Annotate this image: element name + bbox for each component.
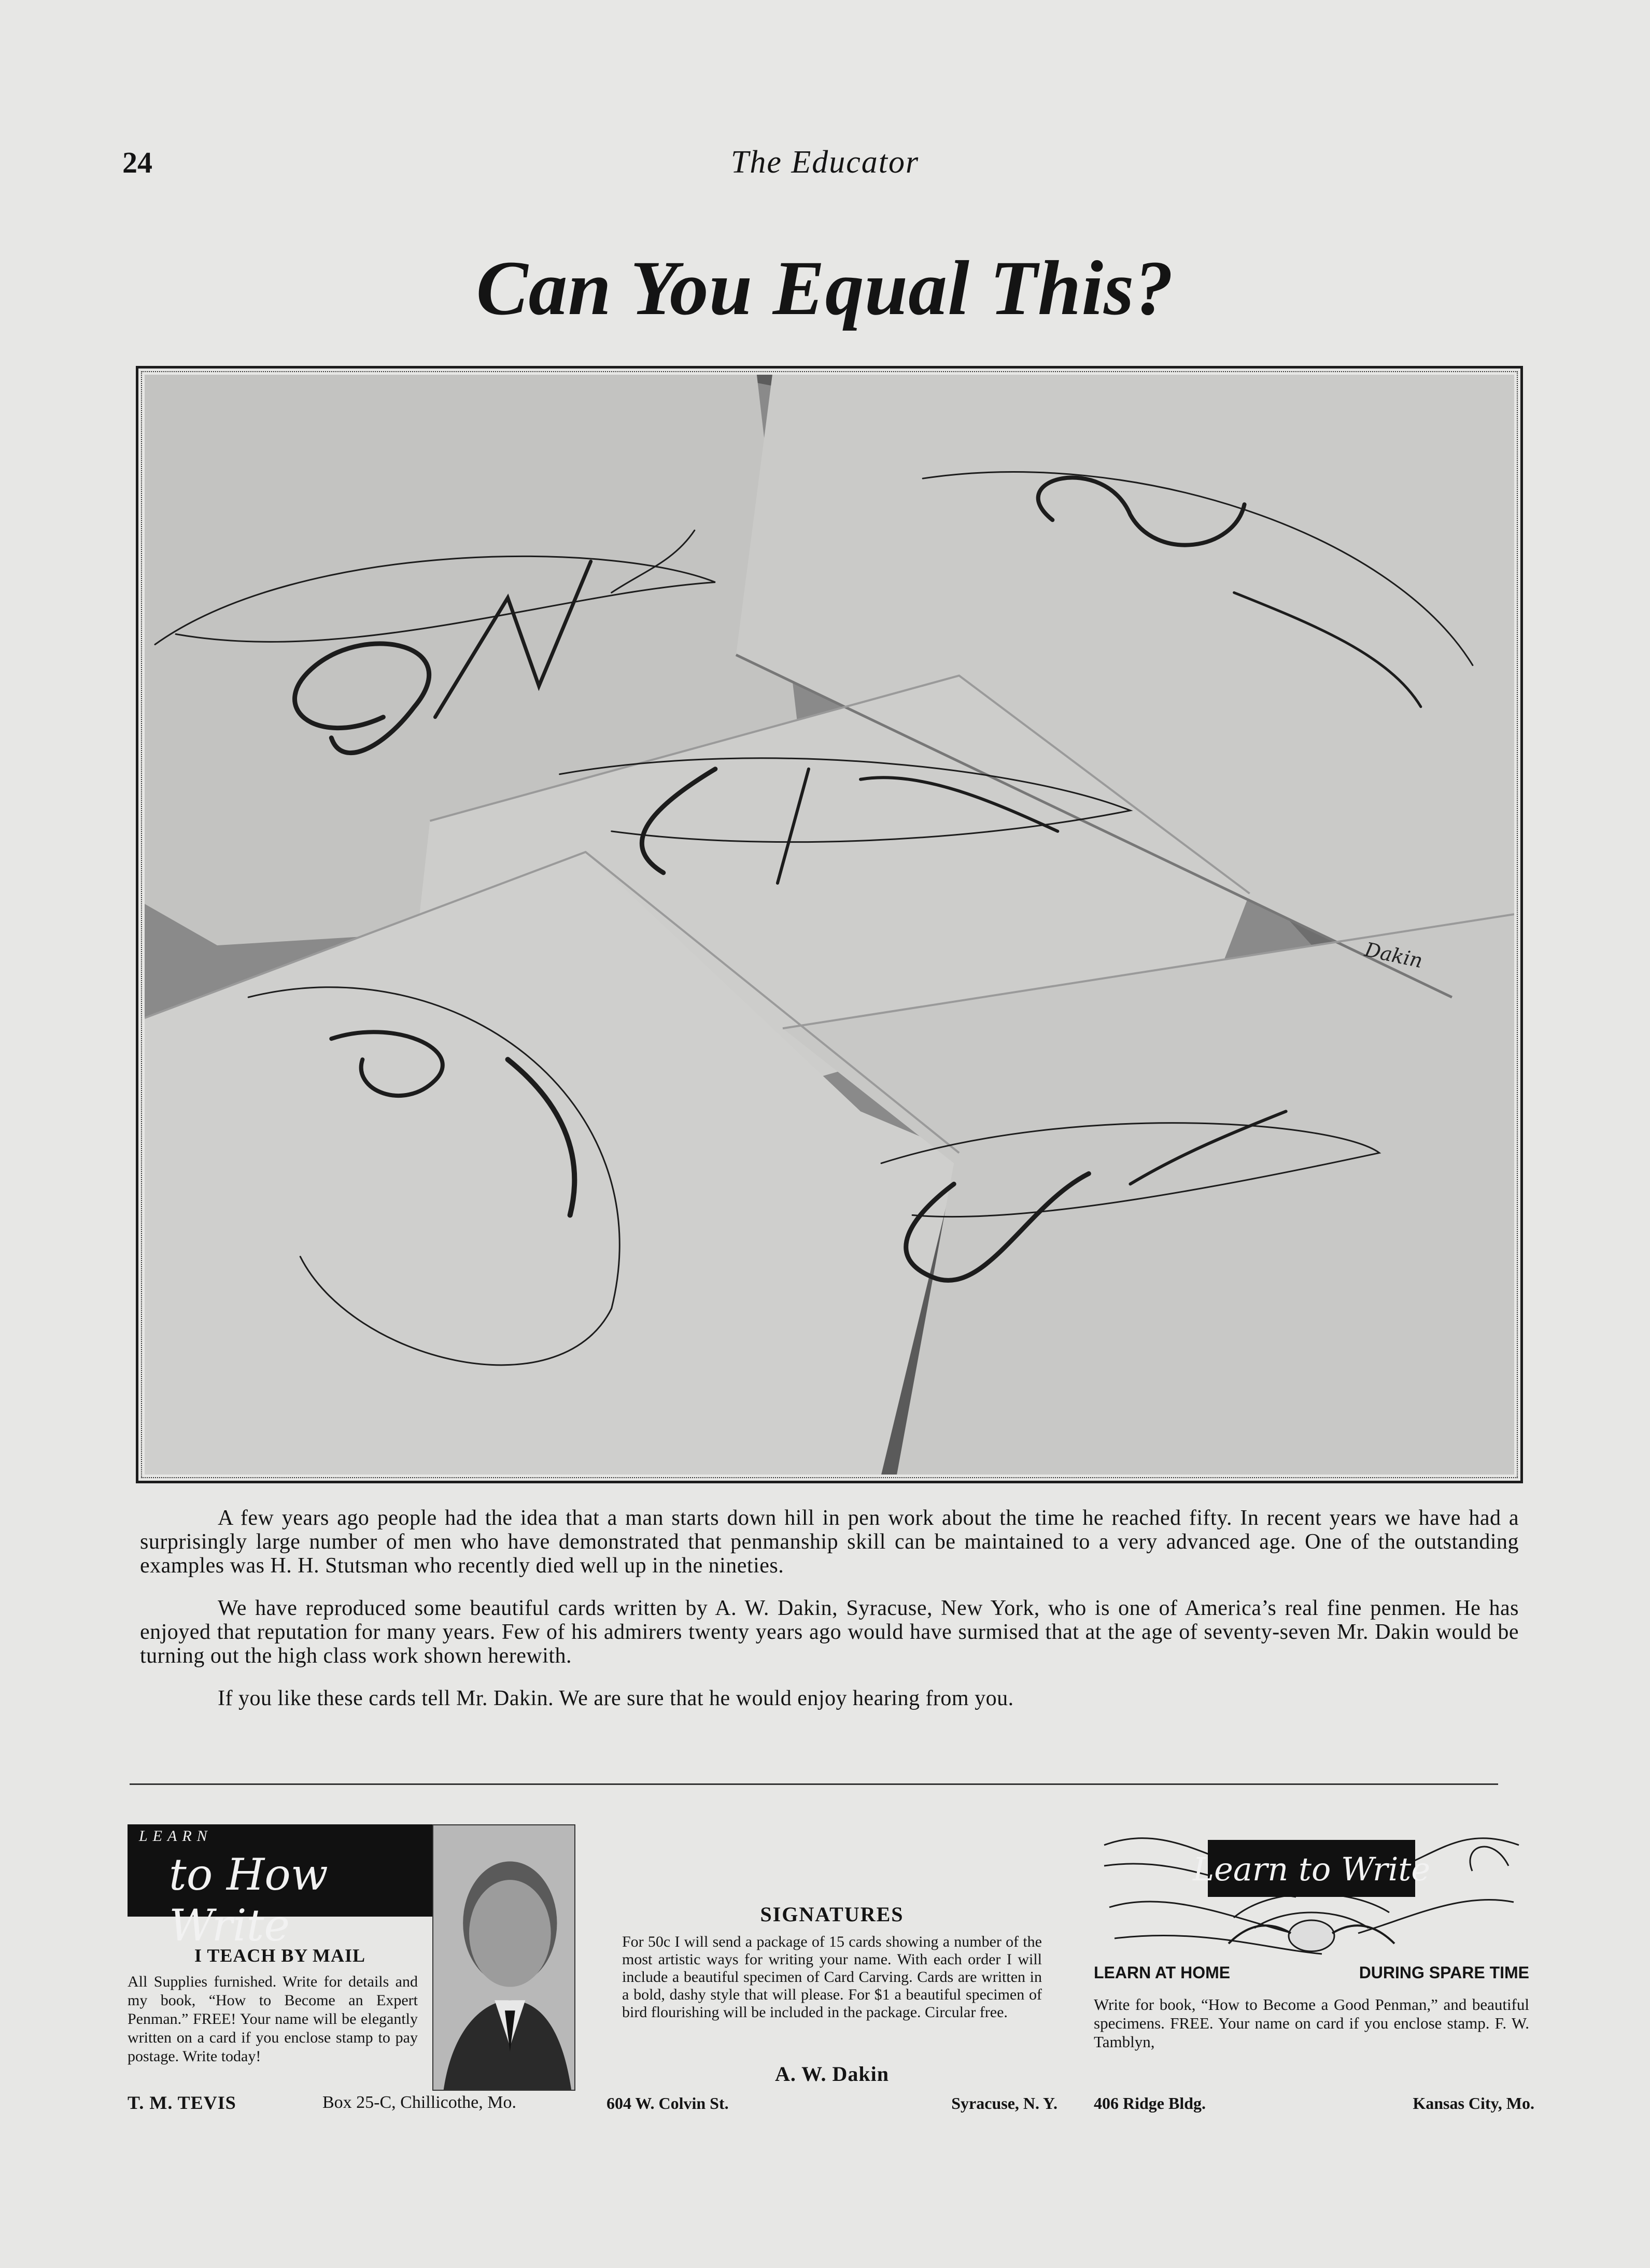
banner-small-text: LEARN bbox=[139, 1827, 213, 1845]
photo-frame bbox=[136, 366, 1523, 1483]
tevis-address: Box 25-C, Chillicothe, Mo. bbox=[322, 2093, 516, 2112]
running-head: The Educator bbox=[730, 145, 920, 180]
tamblyn-banner-script: Learn to Write bbox=[1192, 1850, 1431, 1888]
section-divider bbox=[130, 1783, 1498, 1785]
tevis-advertisement bbox=[128, 1824, 575, 2120]
dakin-street: 604 W. Colvin St. bbox=[607, 2094, 729, 2113]
dakin-name: A. W. Dakin bbox=[775, 2062, 889, 2086]
tamblyn-city: Kansas City, Mo. bbox=[1413, 2094, 1534, 2113]
dakin-city: Syracuse, N. Y. bbox=[951, 2094, 1057, 2113]
article-paragraph: If you like these cards tell Mr. Dakin. We are sure that he would enjoy hearing from you. bbox=[218, 1686, 1014, 1710]
artist-mark: Dakin bbox=[1362, 938, 1425, 973]
dakin-heading: SIGNATURES bbox=[760, 1903, 904, 1926]
dakin-copy: For 50c I will send a package of 15 cards showing a number of the most artistic ways for writing your name. With each order I will include a beautiful specimen of Card Carving. Cards are written in a bold, dashy style that will please. For $1 a beautiful specimen of bird flourishing will be included in the package. Circular free. bbox=[622, 1933, 1042, 2021]
article-paragraph: We have reproduced some beautiful cards written by A. W. Dakin, Syracuse, New York, who is one of America’s real fine penmen. He has enjoyed that reputation for many years. Few of his admirers twenty years ago would have surmised that at the age of seventy-seven Mr. Dakin would be turning out the high class work shown herewith. bbox=[140, 1596, 1519, 1668]
tamblyn-advertisement bbox=[1089, 1824, 1534, 2120]
dakin-advertisement bbox=[607, 1824, 1057, 2120]
article-paragraph: A few years ago people had the idea that a man starts down hill in pen work about the time he reached fifty. In recent years we have had a surprisingly large number of men who have demonstrated that penmanship skill can be maintained to a very advanced age. One of the outstanding examples was H. H. Stutsman who recently died well up in the nineties. bbox=[140, 1506, 1519, 1578]
headline: Can You Equal This? bbox=[476, 245, 1174, 331]
article-body bbox=[140, 1506, 1519, 1729]
tevis-name: T. M. TEVIS bbox=[128, 2092, 236, 2113]
tagline-right: DURING SPARE TIME bbox=[1359, 1963, 1529, 1982]
calling-cards-illustration bbox=[145, 375, 1514, 1475]
tevis-heading: I TEACH BY MAIL bbox=[194, 1945, 366, 1966]
tamblyn-copy: Write for book, “How to Become a Good Penman,” and beautiful specimens. FREE. Your name on card if you enclose stamp. F. W. Tamblyn, bbox=[1094, 1995, 1529, 2051]
tagline-left: LEARN AT HOME bbox=[1094, 1963, 1231, 1982]
tevis-portrait bbox=[432, 1824, 575, 2091]
page-number: 24 bbox=[122, 146, 152, 179]
tamblyn-street: 406 Ridge Bldg. bbox=[1094, 2094, 1206, 2113]
calling-cards-photo bbox=[145, 375, 1514, 1475]
learn-to-write-banner bbox=[128, 1824, 432, 1951]
flourished-bird-banner bbox=[1099, 1824, 1524, 1964]
tevis-copy: All Supplies furnished. Write for details and my book, “How to Become an Expert Penman.” FREE! Your name will be elegantly written on a card if you enclose stamp to pay postage. Write today! bbox=[128, 1973, 418, 2065]
banner-script-text: to How Write bbox=[169, 1849, 328, 1951]
